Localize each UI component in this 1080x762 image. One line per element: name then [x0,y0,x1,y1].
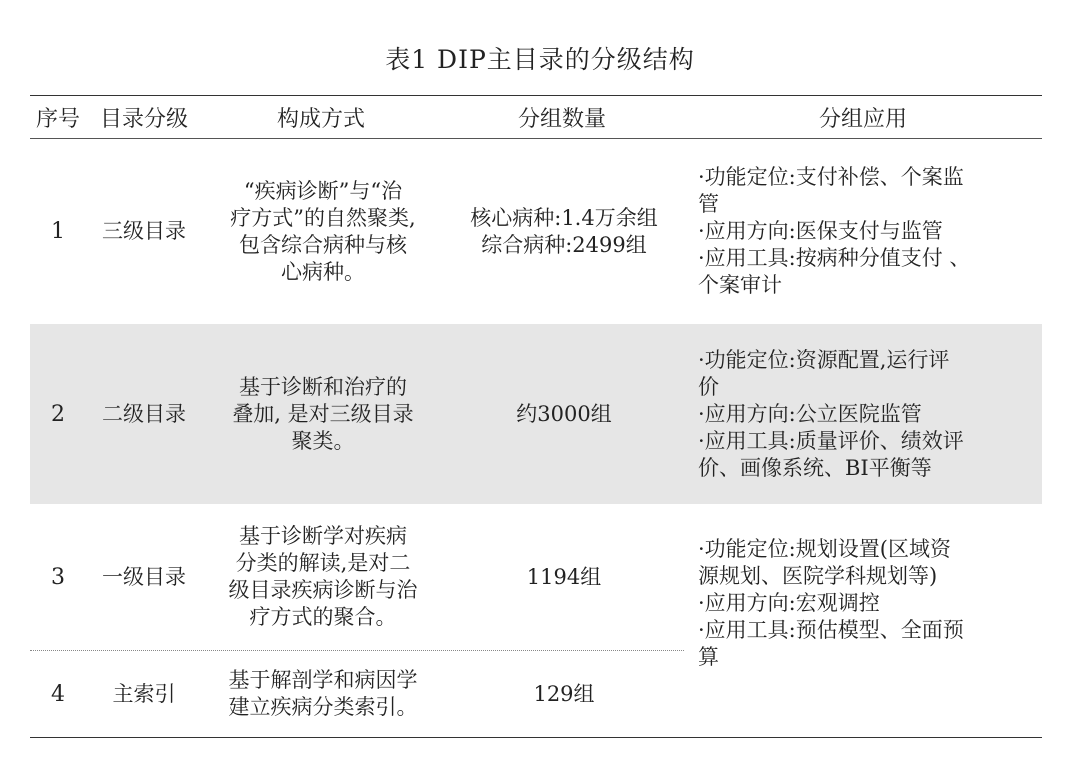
row-composition [202,523,444,631]
row-index: 4 [51,681,65,707]
composition-line: 疗方式”的自然聚类, [230,205,416,230]
composition-line: 基于诊断学对疾病 [239,524,407,548]
row-composition [202,178,444,286]
application-line: ·功能定位:规划设置(区域资 [698,537,951,561]
table-row [30,324,1042,504]
count-line: 约3000组 [516,401,612,426]
dip-catalog-table [30,95,1042,738]
application-line: 价、画像系统、BI平衡等 [698,455,932,480]
application-line: ·功能定位:资源配置,运行评 [698,347,950,372]
composition-line: 聚类。 [291,428,355,453]
row-level: 主索引 [112,681,176,706]
application-line: ·应用方向:公立医院监管 [698,401,922,426]
row-index: 1 [51,219,65,244]
composition-line: 心病种。 [281,259,365,284]
application-line: ·应用工具:预估模型、全面预 [698,618,964,642]
composition-line: 基于诊断和治疗的 [239,374,407,399]
merged-rows [30,504,1042,737]
merged-application-text [698,536,964,671]
row-index: 3 [51,564,65,590]
row-count [444,401,684,428]
header-application: 分组应用 [818,106,907,132]
row-count [444,564,684,591]
header-composition: 构成方式 [276,106,365,132]
row-application [684,164,1042,299]
composition-line: 叠加, 是对三级目录 [232,401,414,426]
count-line: 129组 [533,681,595,706]
count-line: 1194组 [526,564,602,589]
count-line: 综合病种:2499组 [481,232,647,257]
row-composition [202,374,444,455]
application-line: ·应用工具:按病种分值支付 、 [698,246,971,270]
merged-application [684,504,1042,737]
row-count [444,681,684,708]
header-count: 分组数量 [517,106,606,132]
table-row [30,650,684,737]
header-level: 目录分级 [99,106,188,132]
row-level: 一级目录 [102,564,186,589]
composition-line: 级目录疾病诊断与治 [228,578,418,602]
composition-line: 建立疾病分类索引。 [228,695,418,719]
application-line: ·功能定位:支付补偿、个案监 [698,165,964,189]
row-level: 二级目录 [102,401,186,426]
merged-rows-left [30,504,684,737]
table-row [30,504,684,650]
composition-line: “疾病诊断”与“治 [243,178,403,203]
header-index: 序号 [35,106,80,132]
composition-line: 包含综合病种与核 [239,232,407,257]
row-index: 2 [51,401,65,427]
application-line: 个案审计 [698,273,782,297]
row-application [684,347,1042,482]
application-line: ·应用方向:医保支付与监管 [698,219,943,243]
composition-line: 疗方式的聚合。 [249,605,397,629]
composition-line: 分类的解读,是对二 [235,551,411,575]
row-count [444,205,684,259]
table-header [30,96,1042,139]
application-line: 算 [698,645,719,669]
row-level: 三级目录 [102,219,186,243]
application-line: 源规划、医院学科规划等) [698,564,938,588]
table-row [30,139,1042,324]
application-line: ·应用工具:质量评价、绩效评 [698,428,964,453]
table-caption: 表1 DIP主目录的分级结构 [385,45,695,74]
count-line: 核心病种:1.4万余组 [470,205,658,230]
application-line: ·应用方向:宏观调控 [698,591,880,615]
application-line: 价 [698,374,719,399]
composition-line: 基于解剖学和病因学 [228,668,418,692]
application-line: 管 [698,192,719,216]
row-composition [202,667,444,721]
